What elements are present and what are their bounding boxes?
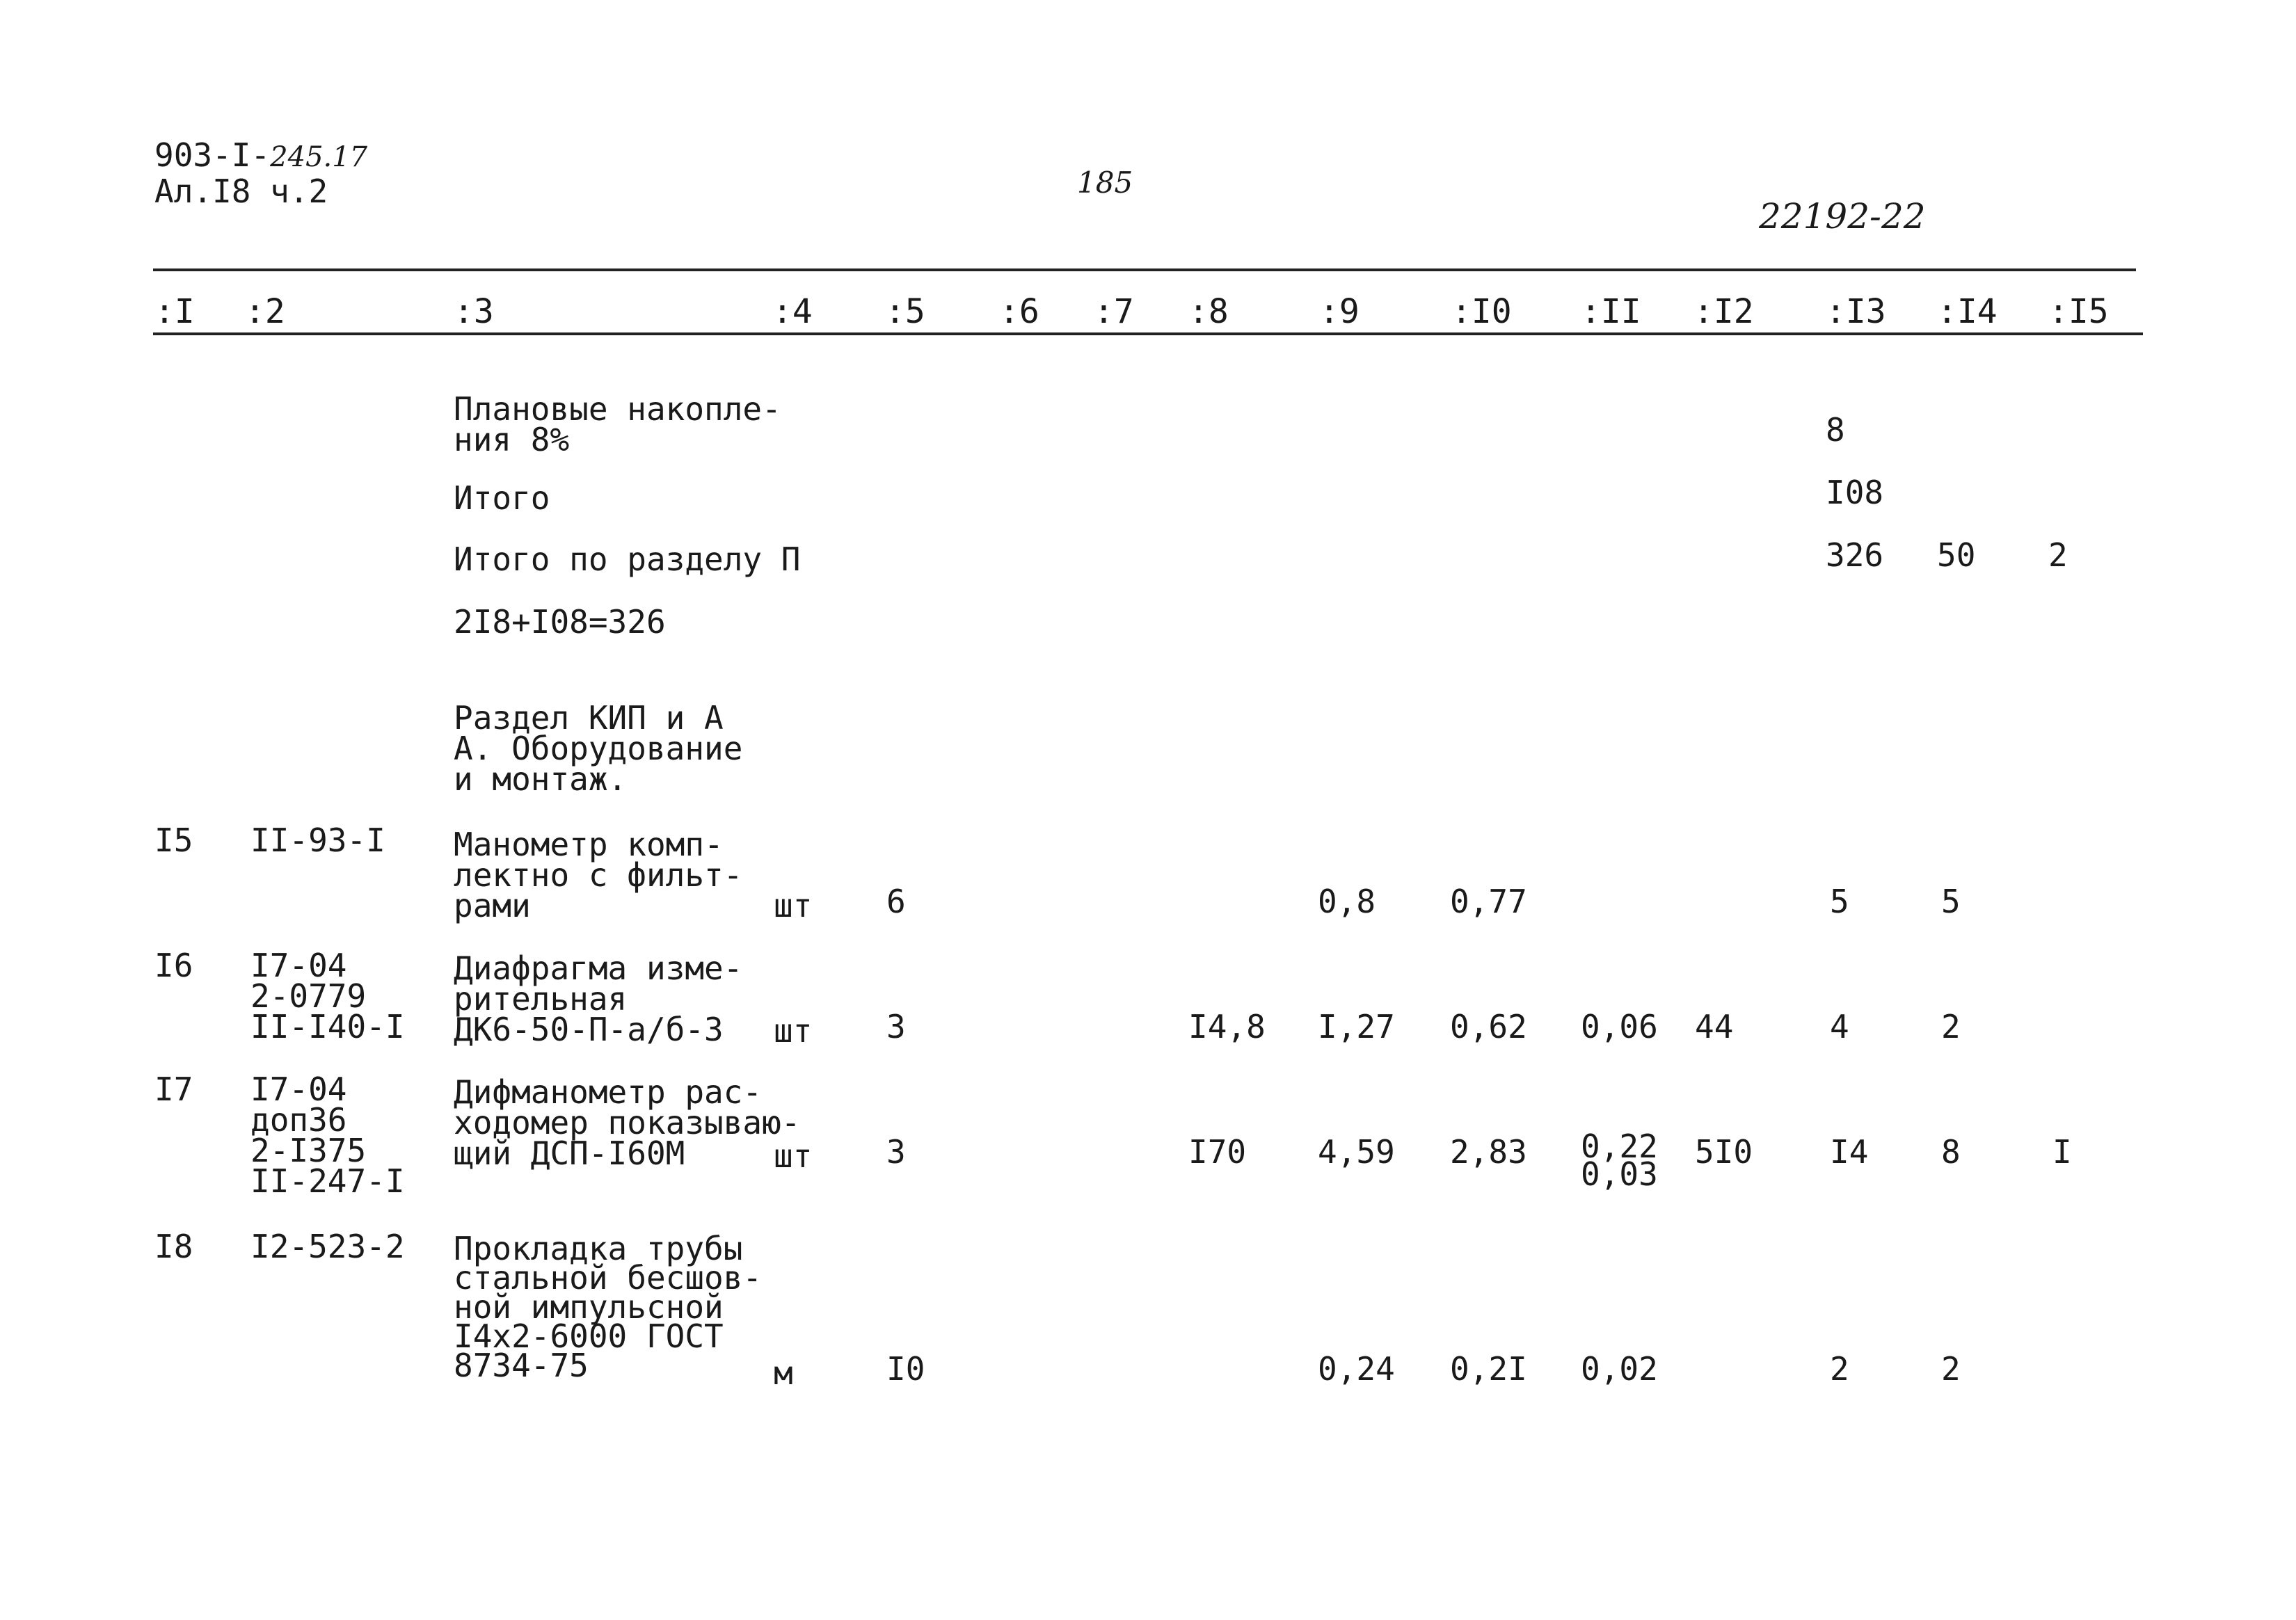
column-header-5: :5 [885,292,925,331]
registration-number: 22192-22 [1759,196,1926,236]
row-unit: шт [774,1012,813,1050]
column-header-14: :I4 [1937,292,1998,331]
row-col11: 0,02 [1581,1350,1658,1388]
row-col5: 3 [886,1008,906,1045]
total-col13: I08 [1826,474,1884,511]
document-code-handwritten: 245.17 [270,141,368,173]
column-header-9: :9 [1319,292,1360,331]
column-header-2: :2 [245,292,285,331]
row-col13: 5 [1830,883,1849,920]
row-col10: 0,62 [1450,1008,1527,1045]
row-code: I2-523-2 [250,1228,405,1265]
table-header-bottom-rule [153,332,2143,335]
section-total-col15: 2 [2048,536,2068,574]
page-number: 185 [1077,166,1133,200]
row-col14: 8 [1941,1133,1961,1171]
row-col10: 0,2I [1450,1350,1527,1388]
row-col11: 0,06 [1581,1008,1658,1045]
row-col13: 4 [1830,1008,1849,1045]
planned-savings-col13: 8 [1826,411,1845,449]
row-col9: 0,8 [1318,883,1376,920]
row-unit: шт [774,1137,813,1175]
row-col8: I70 [1188,1133,1247,1171]
row-code: I7-04 2-0779 II-I40-I [250,947,405,1045]
column-header-4: :4 [772,292,813,331]
row-col10: 0,77 [1450,883,1527,920]
column-header-10: :I0 [1451,292,1512,331]
row-number: I8 [154,1228,193,1265]
column-header-7: :7 [1094,292,1134,331]
row-col12: 5I0 [1695,1133,1753,1171]
row-col14: 2 [1941,1008,1961,1045]
section-total-col14: 50 [1937,536,1976,574]
column-header-13: :I3 [1826,292,1886,331]
column-header-12: :I2 [1693,292,1754,331]
row-col9: 0,24 [1318,1350,1395,1388]
row-col9: I,27 [1318,1008,1395,1045]
document-code-prefix: 903-I- [154,136,271,174]
column-header-3: :3 [454,292,494,331]
document-code [154,136,368,174]
section-total-label: Итого по разделу П [454,540,801,578]
row-col15: I [2052,1133,2072,1171]
row-name: Прокладка трубы стальной бесшов- ной импульсной I4х2-6000 ГОСТ 8734-75 [454,1230,763,1384]
column-header-6: :6 [999,292,1039,331]
row-name: Манометр комп- лектно с фильт- рами [454,826,743,924]
album-part-label: Ал.I8 ч.2 [154,173,328,210]
total-label: Итого [454,479,550,517]
column-header-15: :I5 [2048,292,2109,331]
row-col14: 2 [1941,1350,1961,1388]
row-col5: 6 [886,883,906,920]
row-col10: 2,83 [1450,1133,1527,1171]
row-code: II-93-I [250,821,385,859]
column-header-11: :II [1581,292,1641,331]
column-header-1: :I [154,292,195,331]
section-total-col13: 326 [1826,536,1884,574]
row-code: I7-04 доп36 2-I375 II-247-I [250,1070,405,1200]
row-col8: I4,8 [1188,1008,1266,1045]
planned-savings-label: Плановые накопле- ния 8% [454,390,781,458]
column-header-8: :8 [1188,292,1229,331]
row-name: Дифманометр рас- ходомер показываю- щий ДСП-I60М [454,1073,801,1172]
row-name: Диафрагма изме- рительная ДК6-50-П-а/б-3 [454,949,743,1048]
row-number: I5 [154,821,193,859]
row-col9: 4,59 [1318,1133,1395,1171]
row-number: I7 [154,1070,193,1108]
formula-line: 2I8+I08=326 [454,603,666,641]
row-unit: м [774,1354,793,1392]
row-col11: 0,22 0,03 [1581,1128,1658,1193]
table-top-rule [153,268,2136,271]
section-heading: Раздел КИП и А А. Оборудование и монтаж. [454,699,743,798]
row-col5: 3 [886,1133,906,1171]
row-unit: шт [774,887,813,924]
row-col5: I0 [886,1350,925,1388]
row-col13: I4 [1830,1133,1869,1171]
row-col14: 5 [1941,883,1961,920]
row-col12: 44 [1695,1008,1734,1045]
row-col13: 2 [1830,1350,1849,1388]
row-number: I6 [154,947,193,984]
